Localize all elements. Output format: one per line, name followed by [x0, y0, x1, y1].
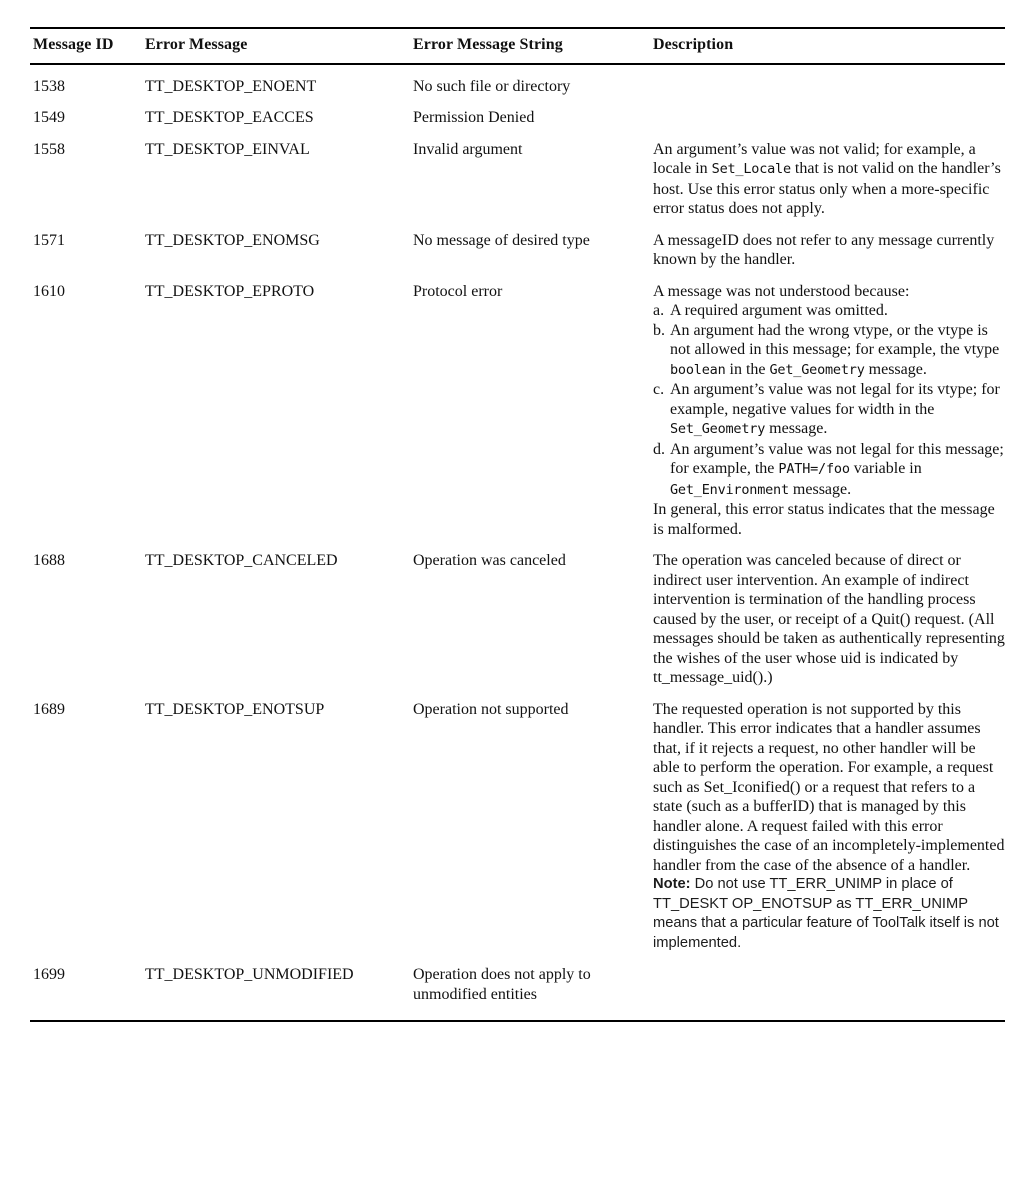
list-item-text	[670, 380, 1005, 440]
table-row	[30, 128, 1005, 219]
list-item-text	[670, 301, 1005, 321]
text-run: In general, this error status indicates that the message is malformed.	[653, 501, 995, 538]
table-row	[30, 219, 1005, 270]
cell-description	[650, 219, 1005, 270]
description-paragraph	[653, 500, 1005, 539]
table-header-row	[30, 29, 1005, 65]
cell-message-id: 1558	[33, 140, 65, 158]
text-run: A required argument was omitted.	[670, 302, 888, 319]
cell-error-message-string: No message of desired type	[413, 231, 590, 249]
table-row	[30, 270, 1005, 540]
description-paragraph	[653, 282, 1005, 302]
cell-error-message: TT_DESKTOP_ENOENT	[145, 77, 317, 95]
cell-error-message-string: Operation does not apply to unmodified entities	[413, 966, 591, 1003]
cell-description	[650, 688, 1005, 954]
description-paragraph	[653, 140, 1005, 219]
cell-message-id: 1571	[33, 231, 65, 249]
table-row	[30, 539, 1005, 688]
text-run: Do not use TT_ERR_UNIMP in place of TT_DESKT OP_ENOTSUP as TT_ERR_UNIMP means that a particular feature of ToolTalk itself is not implemented.	[653, 876, 999, 951]
text-run: The requested operation is not supported by this handler. This error indicates that a handler assumes that, if it rejects a request, no other handler will be able to perform the operation. For example, a request such as Set_Iconified() or a request that refers to a state (such as a bufferID) that is managed by this handler alone. A request failed with this error distinguishes the case of an incompletely-implemented handler from the case of the absence of a handler.	[653, 700, 1005, 874]
inline-code: Get_Geometry	[769, 361, 865, 378]
cell-description	[650, 539, 1005, 688]
column-header-description: Description	[653, 36, 734, 53]
table-row	[30, 953, 1005, 1004]
column-header-error-message: Error Message	[145, 36, 248, 53]
error-table	[30, 27, 1005, 1022]
description-paragraph	[653, 551, 1005, 688]
inline-code: Get_Environment	[670, 481, 789, 498]
text-run: An argument had the wrong vtype, or the vtype is not allowed in this message; for example, the vtype	[670, 321, 1000, 358]
cell-message-id: 1689	[33, 700, 65, 718]
text-run: The operation was canceled because of direct or indirect user intervention. An example of indirect intervention is termination of the handling process caused by the user, or receipt of a Quit() request. (All messages should be taken as authentically representing the wishes of the user whose uid is indicated by tt_message_uid().)	[653, 552, 1005, 686]
inline-code: Set_Geometry	[670, 421, 766, 437]
cell-error-message-string: Permission Denied	[413, 109, 535, 126]
column-header-error-message-string: Error Message String	[413, 36, 563, 53]
cell-description	[650, 65, 1005, 97]
cell-error-message-string: Invalid argument	[413, 140, 523, 158]
cell-error-message-string: No such file or directory	[413, 77, 571, 95]
cell-description	[650, 96, 1005, 128]
description-paragraph	[653, 700, 1005, 876]
list-item-label: c.	[653, 381, 665, 398]
cell-message-id: 1549	[33, 109, 65, 126]
text-run: message.	[864, 360, 927, 378]
cell-error-message-string: Operation was canceled	[413, 552, 566, 569]
cell-description	[650, 953, 1005, 1004]
text-run: message.	[788, 480, 852, 498]
cell-error-message: TT_DESKTOP_UNMODIFIED	[145, 966, 354, 983]
text-run: A messageID does not refer to any message currently known by the handler.	[653, 231, 995, 268]
cell-message-id: 1610	[33, 282, 65, 300]
cell-error-message: TT_DESKTOP_EINVAL	[145, 140, 310, 158]
table-row	[30, 65, 1005, 97]
description-list-item	[653, 301, 1005, 321]
cell-description	[650, 128, 1005, 219]
cell-message-id: 1538	[33, 77, 65, 95]
cell-error-message-string: Operation not supported	[413, 700, 569, 718]
text-run: message.	[765, 420, 828, 437]
inline-code: Set_Locale	[711, 161, 791, 177]
text-run: variable in	[849, 460, 922, 477]
list-item-text	[670, 440, 1005, 501]
cell-error-message: TT_DESKTOP_CANCELED	[145, 552, 338, 569]
list-item-label: b.	[653, 321, 665, 339]
cell-message-id: 1699	[33, 966, 65, 983]
text-run: An argument’s value was not valid; for example, a locale in	[653, 140, 976, 177]
text-run: in the	[725, 360, 770, 378]
description-list-item	[653, 440, 1005, 501]
inline-code: boolean	[670, 361, 726, 378]
list-item-text	[670, 321, 1005, 381]
text-run: An argument’s value was not legal for this message; for example, the	[670, 440, 1004, 477]
description-list-item	[653, 321, 1005, 381]
inline-code: PATH=/foo	[778, 461, 850, 477]
list-item-label: d.	[653, 440, 665, 458]
text-run: Note:	[653, 876, 691, 892]
cell-error-message: TT_DESKTOP_ENOMSG	[145, 231, 320, 249]
cell-error-message: TT_DESKTOP_ENOTSUP	[145, 700, 325, 718]
list-item-label: a.	[653, 302, 665, 319]
cell-message-id: 1688	[33, 552, 65, 569]
cell-error-message: TT_DESKTOP_EACCES	[145, 109, 314, 126]
table-row	[30, 688, 1005, 954]
table-row	[30, 96, 1005, 128]
text-run: A message was not understood because:	[653, 282, 910, 300]
description-note	[653, 875, 1005, 953]
cell-error-message: TT_DESKTOP_EPROTO	[145, 282, 315, 300]
cell-error-message-string: Protocol error	[413, 282, 503, 300]
column-header-message-id: Message ID	[33, 36, 114, 53]
description-paragraph	[653, 231, 1005, 270]
text-run: An argument’s value was not legal for its vtype; for example, negative values for width in the	[670, 381, 1000, 418]
table-body	[30, 65, 1005, 1021]
text-run: that is not valid on the handler’s host. Use this error status only when a more-specific error status does not apply.	[653, 160, 1001, 217]
description-list-item	[653, 380, 1005, 440]
cell-description	[650, 270, 1005, 540]
